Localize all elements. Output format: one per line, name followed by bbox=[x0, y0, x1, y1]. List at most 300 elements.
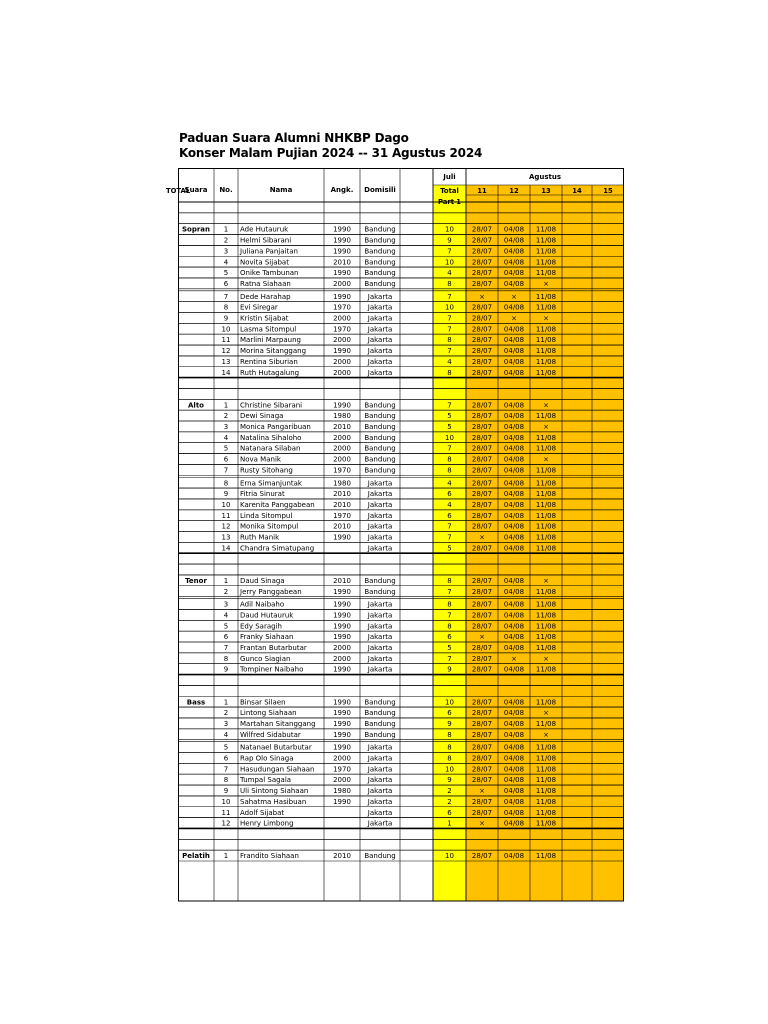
member-name: Henry Limbong bbox=[240, 819, 294, 828]
member-year: 1990 bbox=[333, 236, 351, 245]
total-part1-value: 8 bbox=[447, 466, 452, 475]
member-domicile: Bandung bbox=[364, 466, 396, 475]
attendance-12: 04/08 bbox=[503, 522, 525, 531]
attendance-12: 04/08 bbox=[503, 479, 525, 488]
header-total: TOTAL bbox=[165, 187, 191, 195]
attendance-12: 04/08 bbox=[503, 247, 525, 256]
member-domicile: Jakarta bbox=[367, 787, 393, 796]
attendance-11: 28/07 bbox=[471, 654, 493, 663]
attendance-12: 04/08 bbox=[503, 455, 525, 464]
member-number: 13 bbox=[221, 533, 231, 542]
member-number: 6 bbox=[223, 279, 229, 288]
member-number: 1 bbox=[223, 576, 229, 585]
member-domicile: Jakarta bbox=[367, 368, 393, 377]
member-domicile: Jakarta bbox=[367, 611, 393, 620]
member-name: Rentina Siburian bbox=[240, 357, 298, 366]
member-domicile: Jakarta bbox=[367, 522, 393, 531]
member-year: 2000 bbox=[333, 357, 351, 366]
attendance-12: × bbox=[511, 654, 517, 663]
member-name: Ruth Hutagalung bbox=[240, 368, 300, 377]
attendance-11: 28/07 bbox=[471, 269, 493, 278]
member-name: Gunco Siagian bbox=[240, 654, 291, 663]
member-number: 8 bbox=[223, 654, 229, 663]
attendance-13: 11/08 bbox=[535, 644, 557, 652]
member-year: 1990 bbox=[333, 401, 351, 410]
voice-section-label: Bass bbox=[186, 698, 206, 707]
header-d13: 13 bbox=[541, 187, 551, 195]
total-part1-value: 8 bbox=[447, 754, 452, 763]
attendance-11: 28/07 bbox=[471, 622, 493, 631]
attendance-13: × bbox=[543, 455, 549, 464]
member-name: Rap Olo Sinaga bbox=[240, 754, 294, 763]
member-year: 1990 bbox=[333, 709, 351, 718]
member-domicile: Bandung bbox=[364, 730, 396, 739]
member-name: Edy Saragih bbox=[240, 622, 282, 631]
attendance-12: 04/08 bbox=[503, 852, 525, 861]
header-d12: 12 bbox=[509, 187, 519, 195]
member-number: 9 bbox=[223, 787, 229, 796]
attendance-12: 04/08 bbox=[503, 423, 525, 431]
attendance-13: × bbox=[543, 576, 549, 585]
member-name: Daud Sinaga bbox=[240, 576, 285, 585]
attendance-11: 28/07 bbox=[471, 665, 493, 674]
member-number: 11 bbox=[221, 511, 231, 520]
attendance-12: 04/08 bbox=[503, 787, 525, 796]
member-name: Natanael Butarbutar bbox=[240, 743, 312, 752]
attendance-12: 04/08 bbox=[503, 819, 525, 828]
attendance-11: 28/07 bbox=[471, 587, 493, 596]
total-part1-value: 8 bbox=[447, 600, 452, 609]
member-domicile: Bandung bbox=[364, 852, 396, 861]
member-name: Juliana Panjaitan bbox=[240, 247, 298, 256]
member-domicile: Jakarta bbox=[367, 743, 393, 752]
attendance-11: 28/07 bbox=[471, 719, 493, 728]
member-year: 1990 bbox=[333, 533, 351, 542]
member-number: 8 bbox=[223, 776, 229, 785]
attendance-13: 11/08 bbox=[535, 500, 557, 509]
total-part1-value: 7 bbox=[447, 611, 452, 620]
member-number: 5 bbox=[223, 444, 229, 453]
member-domicile: Bandung bbox=[364, 236, 396, 245]
member-domicile: Jakarta bbox=[367, 479, 393, 488]
attendance-13: 11/08 bbox=[535, 490, 557, 499]
member-year: 2010 bbox=[333, 423, 351, 431]
header-d15: 15 bbox=[603, 187, 613, 195]
member-number: 5 bbox=[223, 743, 229, 752]
attendance-13: 11/08 bbox=[535, 357, 557, 366]
member-number: 7 bbox=[223, 644, 229, 652]
attendance-13: 11/08 bbox=[535, 479, 557, 488]
attendance-11: 28/07 bbox=[471, 279, 493, 288]
header-no: No. bbox=[219, 186, 233, 194]
member-year: 1990 bbox=[333, 600, 351, 609]
member-domicile: Bandung bbox=[364, 412, 396, 421]
total-part1-value: 8 bbox=[447, 576, 452, 585]
member-domicile: Bandung bbox=[364, 576, 396, 585]
attendance-12: 04/08 bbox=[503, 587, 525, 596]
member-year: 1970 bbox=[333, 466, 351, 475]
attendance-12: 04/08 bbox=[503, 258, 525, 267]
attendance-11: 28/07 bbox=[471, 336, 493, 345]
member-number: 3 bbox=[223, 719, 229, 728]
total-part1-value: 9 bbox=[447, 719, 452, 728]
member-year: 1990 bbox=[333, 719, 351, 728]
attendance-12: 04/08 bbox=[503, 511, 525, 520]
total-part1-value: 7 bbox=[447, 325, 452, 334]
attendance-11: 28/07 bbox=[471, 401, 493, 410]
member-year: 2000 bbox=[333, 368, 351, 377]
attendance-11: 28/07 bbox=[471, 347, 493, 356]
attendance-11: 28/07 bbox=[471, 368, 493, 377]
member-name: Chandra Simatupang bbox=[240, 544, 315, 553]
attendance-11: × bbox=[479, 533, 485, 542]
attendance-13: × bbox=[543, 279, 549, 288]
total-part1-value: 8 bbox=[447, 743, 452, 752]
member-number: 4 bbox=[223, 258, 229, 267]
member-domicile: Jakarta bbox=[367, 633, 393, 642]
member-name: Sahatma Hasibuan bbox=[240, 797, 307, 806]
attendance-11: 28/07 bbox=[471, 709, 493, 718]
attendance-12: 04/08 bbox=[503, 743, 525, 752]
member-name: Tumpal Sagala bbox=[240, 776, 292, 785]
member-number: 3 bbox=[223, 247, 229, 256]
member-name: Ade Hutauruk bbox=[240, 225, 289, 234]
attendance-13: 11/08 bbox=[535, 444, 557, 453]
total-part1-value: 8 bbox=[447, 279, 452, 288]
attendance-12: 04/08 bbox=[503, 368, 525, 377]
attendance-12: 04/08 bbox=[503, 401, 525, 410]
attendance-11: × bbox=[479, 633, 485, 642]
attendance-12: 04/08 bbox=[503, 279, 525, 288]
member-year: 2000 bbox=[333, 314, 351, 323]
attendance-11: 28/07 bbox=[471, 611, 493, 620]
attendance-11: 28/07 bbox=[471, 808, 493, 817]
attendance-11: 28/07 bbox=[471, 303, 493, 312]
attendance-12: 04/08 bbox=[503, 665, 525, 674]
member-domicile: Jakarta bbox=[367, 622, 393, 631]
member-year: 1990 bbox=[333, 225, 351, 234]
total-part1-value: 10 bbox=[445, 258, 454, 267]
attendance-11: 28/07 bbox=[471, 765, 493, 774]
attendance-11: × bbox=[479, 787, 485, 796]
attendance-11: 28/07 bbox=[471, 433, 493, 442]
attendance-11: 28/07 bbox=[471, 423, 493, 431]
total-part1-value: 7 bbox=[447, 347, 452, 356]
total-part1-value: 6 bbox=[447, 808, 452, 817]
member-domicile: Jakarta bbox=[367, 819, 393, 828]
attendance-12: 04/08 bbox=[503, 622, 525, 631]
member-domicile: Jakarta bbox=[367, 600, 393, 609]
attendance-11: 28/07 bbox=[471, 698, 493, 707]
attendance-13: 11/08 bbox=[535, 797, 557, 806]
member-domicile: Bandung bbox=[364, 279, 396, 288]
attendance-11: 28/07 bbox=[471, 776, 493, 785]
member-number: 7 bbox=[223, 292, 229, 301]
member-name: Ratna Siahaan bbox=[240, 279, 291, 288]
header-agustus: Agustus bbox=[528, 173, 562, 181]
attendance-11: 28/07 bbox=[471, 544, 493, 553]
total-part1-value: 5 bbox=[447, 544, 452, 553]
total-part1-value: 5 bbox=[447, 644, 452, 652]
attendance-12: 04/08 bbox=[503, 347, 525, 356]
attendance-11: 28/07 bbox=[471, 225, 493, 234]
member-number: 10 bbox=[221, 500, 231, 509]
member-domicile: Jakarta bbox=[367, 511, 393, 520]
total-part1-value: 10 bbox=[445, 852, 454, 861]
member-year: 1980 bbox=[333, 479, 351, 488]
member-domicile: Jakarta bbox=[367, 303, 393, 312]
total-part1-value: 7 bbox=[447, 522, 452, 531]
member-year: 2000 bbox=[333, 644, 351, 652]
total-part1-value: 7 bbox=[447, 247, 452, 256]
attendance-13: 11/08 bbox=[535, 819, 557, 828]
attendance-12: 04/08 bbox=[503, 544, 525, 553]
attendance-12: 04/08 bbox=[503, 797, 525, 806]
attendance-12: 04/08 bbox=[503, 357, 525, 366]
member-domicile: Bandung bbox=[364, 719, 396, 728]
total-part1-value: 7 bbox=[447, 314, 452, 323]
member-year: 2010 bbox=[333, 490, 351, 499]
header-angk: Angk. bbox=[330, 186, 354, 194]
header-total-part1: Total bbox=[440, 187, 459, 195]
member-name: Franky Siahaan bbox=[240, 633, 294, 642]
member-year: 2000 bbox=[333, 433, 351, 442]
total-part1-value: 4 bbox=[447, 500, 452, 509]
attendance-13: 11/08 bbox=[535, 719, 557, 728]
attendance-11: 28/07 bbox=[471, 730, 493, 739]
member-year: 2010 bbox=[333, 852, 351, 861]
member-name: Frandito Siahaan bbox=[240, 852, 299, 861]
attendance-11: 28/07 bbox=[471, 490, 493, 499]
member-name: Marlini Marpaung bbox=[240, 336, 301, 345]
member-year: 1990 bbox=[333, 633, 351, 642]
attendance-12: 04/08 bbox=[503, 533, 525, 542]
member-domicile: Bandung bbox=[364, 423, 396, 431]
attendance-13: 11/08 bbox=[535, 754, 557, 763]
member-name: Wilfred Sidabutar bbox=[240, 730, 301, 739]
member-year: 1990 bbox=[333, 247, 351, 256]
member-number: 1 bbox=[223, 401, 229, 410]
member-name: Lasma Sitompul bbox=[240, 325, 297, 334]
member-domicile: Jakarta bbox=[367, 765, 393, 774]
member-year: 2000 bbox=[333, 336, 351, 345]
member-year: 2000 bbox=[333, 444, 351, 453]
attendance-13: 11/08 bbox=[535, 466, 557, 475]
member-number: 4 bbox=[223, 611, 229, 620]
member-number: 3 bbox=[223, 600, 229, 609]
member-domicile: Jakarta bbox=[367, 665, 393, 674]
member-number: 7 bbox=[223, 765, 229, 774]
attendance-13: 11/08 bbox=[535, 587, 557, 596]
member-name: Dede Harahap bbox=[240, 292, 291, 301]
member-domicile: Jakarta bbox=[367, 357, 393, 366]
attendance-13: 11/08 bbox=[535, 247, 557, 256]
attendance-13: 11/08 bbox=[535, 622, 557, 631]
attendance-12: 04/08 bbox=[503, 776, 525, 785]
member-domicile: Jakarta bbox=[367, 654, 393, 663]
member-year: 2000 bbox=[333, 279, 351, 288]
attendance-11: 28/07 bbox=[471, 644, 493, 652]
attendance-11: 28/07 bbox=[471, 236, 493, 245]
member-name: Daud Hutauruk bbox=[240, 611, 294, 620]
member-domicile: Bandung bbox=[364, 269, 396, 278]
member-name: Morina Sitanggang bbox=[240, 347, 307, 356]
attendance-11: 28/07 bbox=[471, 600, 493, 609]
attendance-12: 04/08 bbox=[503, 444, 525, 453]
member-name: Helmi Sibarani bbox=[240, 236, 292, 245]
total-part1-value: 9 bbox=[447, 665, 452, 674]
member-number: 14 bbox=[221, 368, 231, 377]
total-part1-value: 7 bbox=[447, 401, 452, 410]
attendance-12: 04/08 bbox=[503, 490, 525, 499]
attendance-12: 04/08 bbox=[503, 730, 525, 739]
attendance-13: 11/08 bbox=[535, 325, 557, 334]
member-domicile: Jakarta bbox=[367, 347, 393, 356]
header-domisili: Domisili bbox=[364, 186, 396, 194]
attendance-13: 11/08 bbox=[535, 225, 557, 234]
member-year: 2000 bbox=[333, 455, 351, 464]
member-domicile: Bandung bbox=[364, 433, 396, 442]
attendance-12: 04/08 bbox=[503, 754, 525, 763]
attendance-12: 04/08 bbox=[503, 644, 525, 652]
member-year: 1970 bbox=[333, 511, 351, 520]
header-d11: 11 bbox=[477, 187, 487, 195]
attendance-13: 11/08 bbox=[535, 347, 557, 356]
member-number: 4 bbox=[223, 730, 229, 739]
total-part1-value: 10 bbox=[445, 225, 454, 234]
total-part1-value: 7 bbox=[447, 587, 452, 596]
attendance-13: × bbox=[543, 423, 549, 431]
member-year: 2010 bbox=[333, 500, 351, 509]
attendance-12: 04/08 bbox=[503, 236, 525, 245]
member-number: 2 bbox=[223, 236, 229, 245]
member-year: 1990 bbox=[333, 587, 351, 596]
total-part1-value: 10 bbox=[445, 433, 454, 442]
member-domicile: Bandung bbox=[364, 258, 396, 267]
attendance-13: 11/08 bbox=[535, 544, 557, 553]
member-name: Karenita Panggabean bbox=[240, 500, 315, 509]
total-part1-value: 4 bbox=[447, 479, 452, 488]
member-name: Rusty Sitohang bbox=[240, 466, 293, 475]
attendance-13: 11/08 bbox=[535, 808, 557, 817]
member-year: 2010 bbox=[333, 522, 351, 531]
attendance-11: 28/07 bbox=[471, 522, 493, 531]
attendance-12: 04/08 bbox=[503, 433, 525, 442]
member-name: Uli Sintong Siahaan bbox=[240, 787, 309, 796]
member-name: Kristin Sijabat bbox=[240, 314, 289, 323]
total-part1-value: 6 bbox=[447, 709, 452, 718]
member-domicile: Jakarta bbox=[367, 500, 393, 509]
member-number: 2 bbox=[223, 587, 229, 596]
attendance-table bbox=[165, 168, 624, 902]
attendance-13: 11/08 bbox=[535, 852, 557, 861]
member-name: Natalina Sihaloho bbox=[240, 433, 302, 442]
attendance-12: 04/08 bbox=[503, 325, 525, 334]
member-domicile: Bandung bbox=[364, 247, 396, 256]
attendance-13: × bbox=[543, 730, 549, 739]
member-number: 9 bbox=[223, 490, 229, 499]
attendance-12: 04/08 bbox=[503, 576, 525, 585]
member-name: Linda Sitompul bbox=[240, 511, 293, 520]
total-part1-value: 7 bbox=[447, 654, 452, 663]
attendance-12: × bbox=[511, 314, 517, 323]
member-domicile: Jakarta bbox=[367, 533, 393, 542]
attendance-11: 28/07 bbox=[471, 754, 493, 763]
attendance-11: 28/07 bbox=[471, 247, 493, 256]
member-domicile: Jakarta bbox=[367, 314, 393, 323]
member-domicile: Jakarta bbox=[367, 644, 393, 652]
member-number: 11 bbox=[221, 336, 231, 345]
attendance-11: 28/07 bbox=[471, 466, 493, 475]
document-subtitle: Konser Malam Pujian 2024 -- 31 Agustus 2024 bbox=[179, 146, 483, 160]
member-name: Jerry Panggabean bbox=[240, 587, 302, 596]
total-part1-value: 10 bbox=[445, 765, 454, 774]
member-year: 1990 bbox=[333, 269, 351, 278]
attendance-11: 28/07 bbox=[471, 576, 493, 585]
attendance-11: 28/07 bbox=[471, 797, 493, 806]
attendance-11: 28/07 bbox=[471, 444, 493, 453]
member-name: Frantan Butarbutar bbox=[240, 644, 307, 652]
member-year: 1990 bbox=[333, 622, 351, 631]
attendance-13: 11/08 bbox=[535, 336, 557, 345]
member-name: Binsar Silaen bbox=[240, 698, 286, 707]
member-year: 2010 bbox=[333, 258, 351, 267]
member-number: 2 bbox=[223, 412, 229, 421]
member-name: Novita Sijabat bbox=[240, 258, 289, 267]
total-part1-value: 6 bbox=[447, 633, 452, 642]
total-part1-value: 7 bbox=[447, 292, 452, 301]
member-name: Lintong Siahaan bbox=[240, 709, 297, 718]
attendance-12: 04/08 bbox=[503, 808, 525, 817]
member-number: 5 bbox=[223, 622, 229, 631]
attendance-13: 11/08 bbox=[535, 412, 557, 421]
total-part1-value: 9 bbox=[447, 236, 452, 245]
attendance-13: 11/08 bbox=[535, 368, 557, 377]
attendance-12: 04/08 bbox=[503, 500, 525, 509]
attendance-11: 28/07 bbox=[471, 314, 493, 323]
total-part1-value: 6 bbox=[447, 490, 452, 499]
voice-section-label: Alto bbox=[188, 401, 204, 410]
total-part1-value: 8 bbox=[447, 622, 452, 631]
member-domicile: Bandung bbox=[364, 587, 396, 596]
attendance-11: 28/07 bbox=[471, 511, 493, 520]
header-suara: Suara bbox=[184, 186, 208, 194]
total-part1-value: 6 bbox=[447, 511, 452, 520]
attendance-12: 04/08 bbox=[503, 633, 525, 642]
member-year: 1970 bbox=[333, 765, 351, 774]
total-part1-value: 4 bbox=[447, 357, 452, 366]
attendance-13: 11/08 bbox=[535, 511, 557, 520]
member-name: Nova Manik bbox=[240, 455, 281, 464]
member-domicile: Jakarta bbox=[367, 490, 393, 499]
attendance-11: × bbox=[479, 292, 485, 301]
member-name: Tompiner Naibaho bbox=[240, 665, 304, 674]
attendance-11: 28/07 bbox=[471, 852, 493, 861]
member-name: Onike Tambunan bbox=[240, 269, 299, 278]
attendance-12: 04/08 bbox=[503, 225, 525, 234]
member-year: 1990 bbox=[333, 665, 351, 674]
total-part1-value: 8 bbox=[447, 455, 452, 464]
attendance-12: 04/08 bbox=[503, 303, 525, 312]
attendance-13: 11/08 bbox=[535, 433, 557, 442]
attendance-sheet bbox=[165, 168, 624, 902]
attendance-13: 11/08 bbox=[535, 533, 557, 542]
attendance-13: × bbox=[543, 314, 549, 323]
header-total-part1-line2: Part 1 bbox=[437, 198, 462, 206]
member-year: 1970 bbox=[333, 303, 351, 312]
member-year: 1990 bbox=[333, 797, 351, 806]
attendance-11: 28/07 bbox=[471, 412, 493, 421]
